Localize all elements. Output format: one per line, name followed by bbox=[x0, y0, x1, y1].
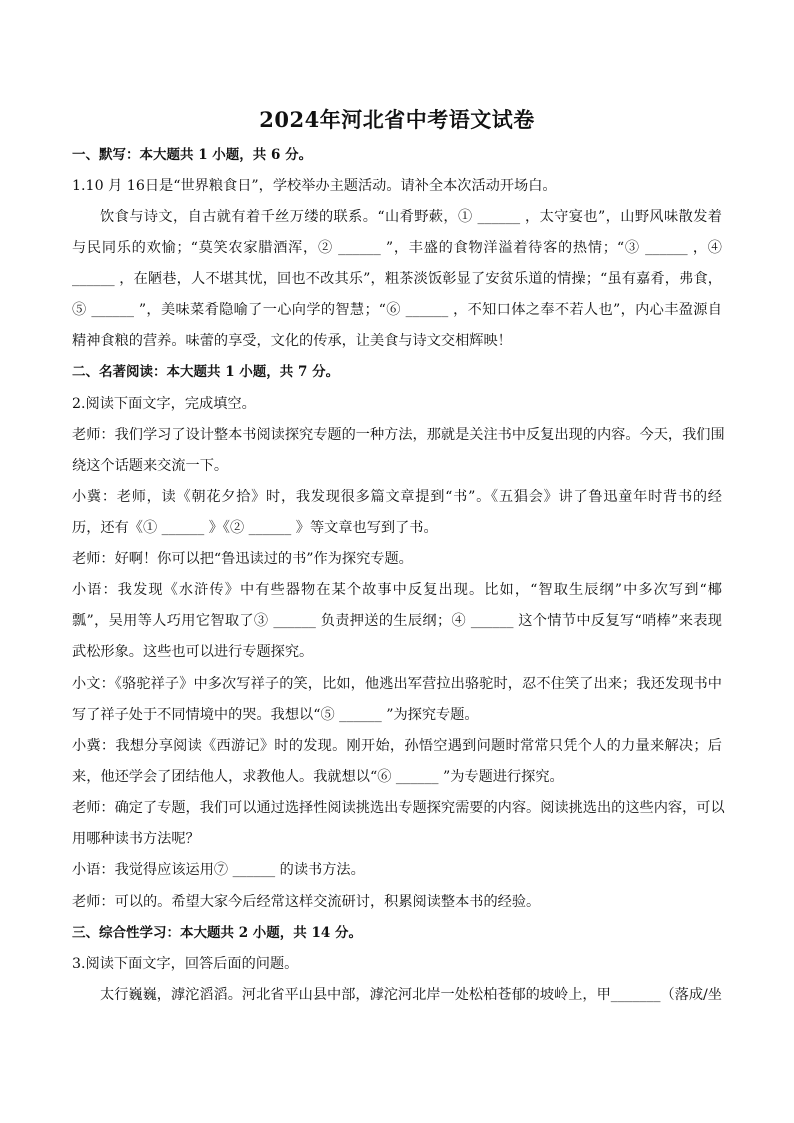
question-2-stem: 2.阅读下面文字，完成填空。 bbox=[72, 396, 256, 412]
dialogue-xiaoyu-1c: 武松形象。这些也可以进行专题探究。 bbox=[72, 644, 314, 660]
dialogue-xiaoyu-1a: 小语：我发现《水浒传》中有些器物在某个故事中反复出现。比如，“智取生辰纲”中多次写到“椰 bbox=[72, 582, 722, 598]
dialogue-teacher-3a: 老师：确定了专题，我们可以通过选择性阅读挑选出专题探究需要的内容。阅读挑选出的这些内容，可以 bbox=[72, 800, 725, 816]
question-1-line-3: ______ ，在陋巷，人不堪其忧，回也不改其乐”，粗茶淡饭彰显了安贫乐道的情操；“虽有嘉肴，弗食， bbox=[72, 271, 722, 287]
dialogue-teacher-3b: 用哪种读书方法呢？ bbox=[72, 831, 200, 847]
dialogue-xiaoyu-1b: 瓢”，吴用等人巧用它智取了③ ______ 负责押送的生辰纲；④ ______ 这个情节中反复写“哨棒”来表现 bbox=[72, 613, 722, 629]
dialogue-xiaowen-1a: 小文：《骆驼祥子》中多次写祥子的笑，比如，他逃出军营拉出骆驼时，忍不住笑了出来；我还发现书中 bbox=[72, 676, 722, 692]
dialogue-xiaoji-1a: 小冀：老师，读《朝花夕拾》时，我发现很多篇文章提到“书”。《五猖会》讲了鲁迅童年时背书的经 bbox=[72, 489, 722, 505]
dialogue-teacher-1b: 绕这个话题来交流一下。 bbox=[72, 458, 229, 474]
question-1-line-4: ⑤ ______ ”，美味菜肴隐喻了一心向学的智慧；“⑥ ______ ，不知口体之奉不若人也”，内心丰盈源自 bbox=[72, 302, 722, 318]
section-heading-2: 二、名著阅读：本大题共 1 小题，共 7 分。 bbox=[72, 364, 340, 380]
dialogue-xiaowen-1b: 写了祥子处于不同情境中的哭。我想以“⑤ ______ ”为探究专题。 bbox=[72, 707, 479, 723]
question-1-line-2: 与民同乐的欢愉；“莫笑农家腊酒浑，② ______ ”，丰盛的食物洋溢着待客的热情；“③ ______ ，④ bbox=[72, 240, 722, 256]
dialogue-xiaoyu-2: 小语：我觉得应该运用⑦ ______ 的读书方法。 bbox=[72, 862, 365, 878]
question-3-stem: 3.阅读下面文字，回答后面的问题。 bbox=[72, 956, 299, 972]
question-1-stem: 1.10 月 16日是“世界粮食日”，学校举办主题活动。请补全本次活动开场白。 bbox=[72, 178, 557, 194]
dialogue-teacher-2: 老师：好啊！你可以把“鲁迅读过的书”作为探究专题。 bbox=[72, 551, 413, 567]
section-heading-3: 三、综合性学习：本大题共 2 小题，共 14 分。 bbox=[72, 925, 362, 941]
section-heading-1: 一、默写：本大题共 1 小题，共 6 分。 bbox=[72, 147, 313, 163]
dialogue-xiaoji-2b: 来，他还学会了团结他人，求教他人。我就想以“⑥ ______ ”为专题进行探究。 bbox=[72, 769, 564, 785]
question-1-line-1: 饮食与诗文，自古就有着千丝万缕的联系。“山肴野蔌，① ______ ，太守宴也”，山野风味散发着 bbox=[100, 209, 722, 225]
dialogue-teacher-4: 老师：可以的。希望大家今后经常这样交流研讨，积累阅读整本书的经验。 bbox=[72, 894, 541, 910]
question-3-line-1: 太行巍巍，滹沱滔滔。河北省平山县中部，滹沱河北岸一处松柏苍郁的坡岭上，甲_______（落成/坐 bbox=[100, 987, 722, 1003]
dialogue-teacher-1a: 老师：我们学习了设计整本书阅读探究专题的一种方法，那就是关注书中反复出现的内容。今天，我们围 bbox=[72, 427, 725, 443]
question-1-line-5: 精神食粮的营养。味蕾的享受，文化的传承，让美食与诗文交相辉映！ bbox=[72, 333, 512, 349]
dialogue-xiaoji-1b: 历，还有《① ______ 》《② ______ 》等文章也写到了书。 bbox=[72, 520, 438, 536]
dialogue-xiaoji-2a: 小冀：我想分享阅读《西游记》时的发现。刚开始，孙悟空遇到问题时常常只凭个人的力量来解决；后 bbox=[72, 738, 722, 754]
page-title: 2024年河北省中考语文试卷 bbox=[259, 107, 535, 132]
